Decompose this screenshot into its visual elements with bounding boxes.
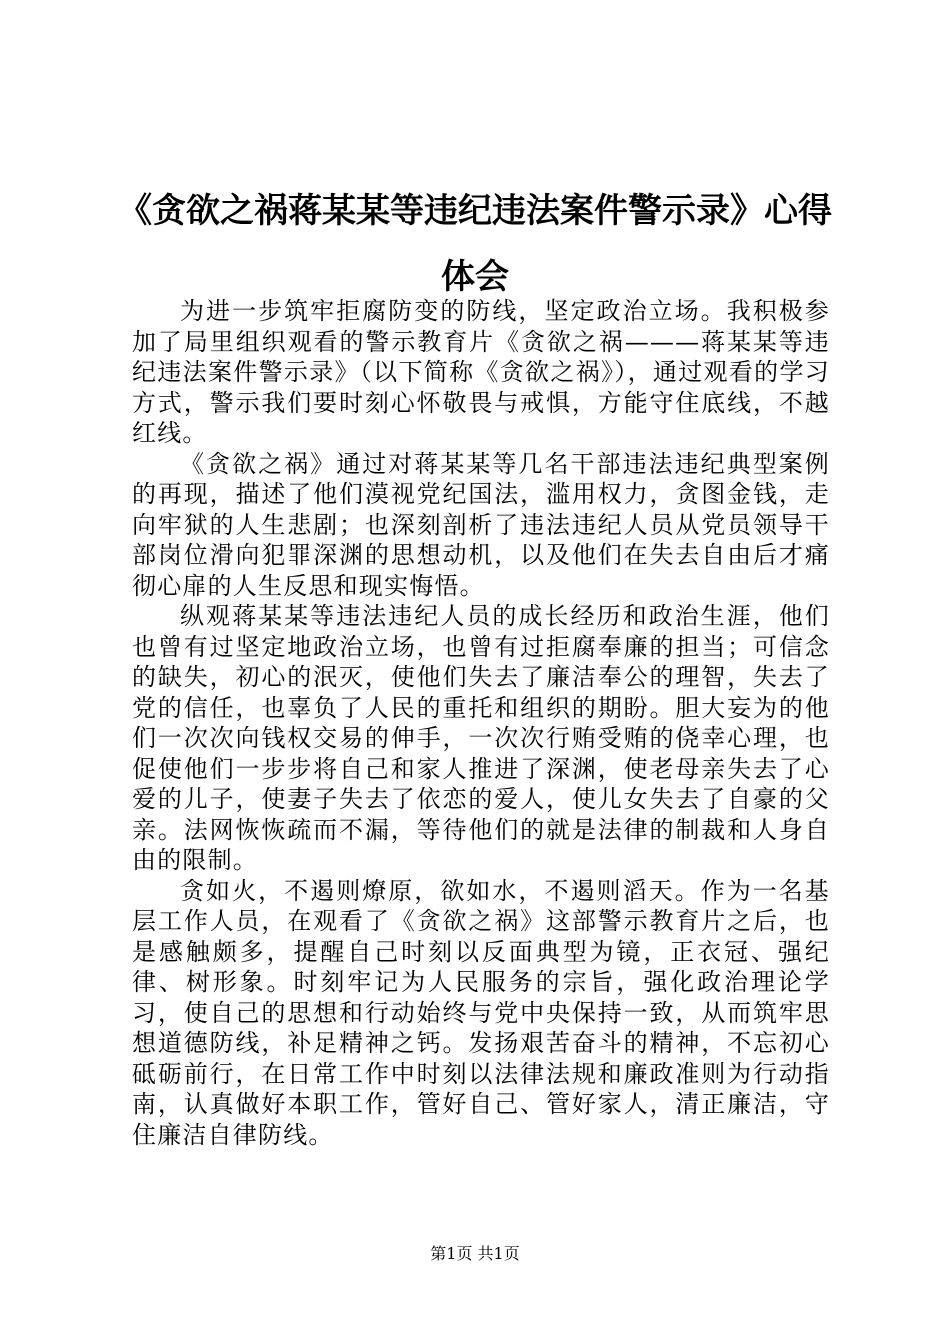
page-footer: 第1页 共1页: [430, 1244, 520, 1263]
document-body: [132, 296, 830, 1150]
paragraph-4: 贪如火，不遏则燎原，欲如水，不遏则滔天。作为一名基层工作人员，在观看了《贪欲之祸》这部警示教育片之后，也是感触颇多，提醒自己时刻以反面典型为镜，正衣冠、强纪律、树形象。时刻牢记为人民服务的宗旨，强化政治理论学习，使自己的思想和行动始终与党中央保持一致，从而筑牢思想道德防线，补足精神之钙。发扬艰苦奋斗的精神，不忘初心砥砺前行，在日常工作中时刻以法律法规和廉政准则为行动指南，认真做好本职工作，管好自己、管好家人，清正廉洁，守住廉洁自律防线。: [132, 876, 830, 1149]
paragraph-2: 《贪欲之祸》通过对蒋某某等几名干部违法违纪典型案例的再现，描述了他们漠视党纪国法，滥用权力，贪图金钱，走向牢狱的人生悲剧；也深刻剖析了违法违纪人员从党员领导干部岗位滑向犯罪深渊的思想动机，以及他们在失去自由后才痛彻心扉的人生反思和现实悔悟。: [132, 449, 830, 600]
document-title: 《贪欲之祸蒋某某等违纪违法案件警示录》心得体会: [118, 191, 832, 297]
paragraph-1: 为进一步筑牢拒腐防变的防线，坚定政治立场。我积极参加了局里组织观看的警示教育片《贪欲之祸———蒋某某等违纪违法案件警示录》（以下简称《贪欲之祸》），通过观看的学习方式，警示我们要时刻心怀敬畏与戒惧，方能守住底线，不越红线。: [132, 297, 830, 447]
paragraph-3: 纵观蒋某某等违法违纪人员的成长经历和政治生涯，他们也曾有过坚定地政治立场，也曾有过拒腐奉廉的担当；可信念的缺失，初心的泯灭，使他们失去了廉洁奉公的理智，失去了党的信任，也辜负了人民的重托和组织的期盼。胆大妄为的他们一次次向钱权交易的伸手，一次次行贿受贿的侥幸心理，也促使他们一步步将自己和家人推进了深渊，使老母亲失去了心爱的儿子，使妻子失去了依恋的爱人，使儿女失去了自豪的父亲。法网恢恢疏而不漏，等待他们的就是法律的制裁和人身自由的限制。: [132, 602, 830, 874]
